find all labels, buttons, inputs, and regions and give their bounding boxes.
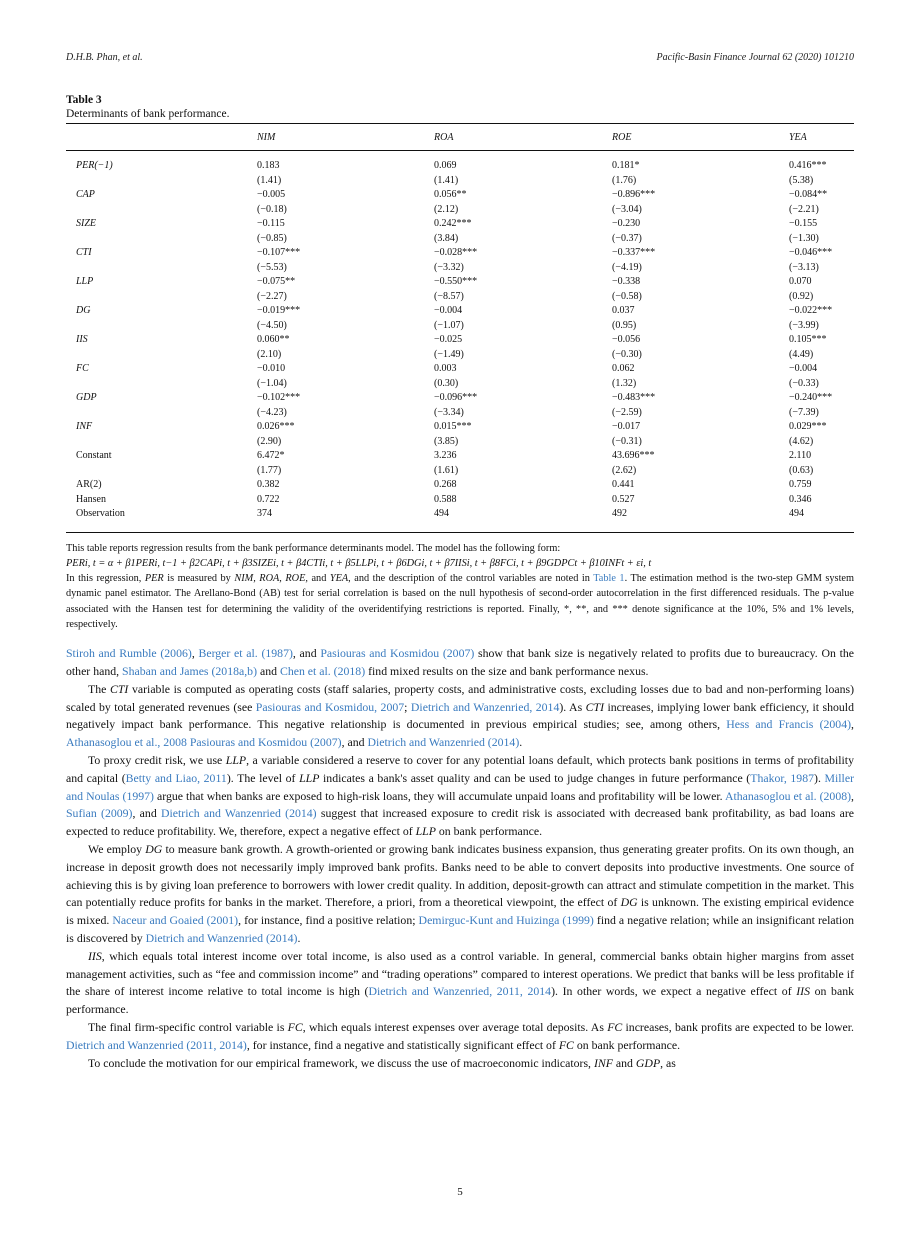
table-title: Determinants of bank performance. [66,108,230,120]
column-header: ROE [612,131,632,143]
table-row [66,217,854,232]
text-fragment: . [297,931,301,946]
row-label: LLP [76,276,94,287]
table-cell: (1.61) [434,464,459,476]
text-fragment: and [257,664,280,679]
table-cell: (4.49) [789,348,814,360]
row-label: CAP [76,189,95,200]
row-label: DG [76,305,91,316]
text-fragment: to measure bank growth. A growth-oriented or growing bank indicates business expansion, thus generating greater profits. On its own though, an increase in deposit growth does not necessarily imply improved bank profits. Banks need to be able to convert deposits into productive investments. One source of achieving this is by giving loan preference to borrowers with lower credit quality. In addition, deposit-growth can attract and stimulate competition in the market. This can potentially reduce profits for banks in the market. Therefore, a priori, from a theoretical viewpoint, the effect of [66,842,854,910]
table-row [66,159,854,174]
table-cell: −0.240*** [789,392,833,403]
table-cell: (−8.57) [434,290,464,302]
paragraph [66,681,854,752]
table-cell: (1.32) [612,377,637,389]
table-cell: −0.337*** [612,247,656,258]
table-cell: 0.062 [612,363,635,374]
citation-link[interactable]: Shaban and James (2018a,b) [122,664,258,679]
page-number: 5 [457,1186,463,1198]
table-cell: 0.105*** [789,334,827,345]
citation-link[interactable]: Chen et al. (2018) [279,664,366,679]
citation-link[interactable]: Berger et al. (1987) [198,646,293,661]
text-fragment: IIS [796,984,811,999]
table-cell: (2.90) [257,435,282,447]
table-row [66,188,854,203]
text-fragment: FC [287,1020,303,1035]
running-head-journal: Pacific-Basin Finance Journal 62 (2020) 101210 [656,52,854,63]
table-cell: (−5.53) [257,261,287,273]
text-fragment: ). [814,770,825,785]
table-cell: 0.527 [612,493,635,505]
text-fragment: FC [558,1037,574,1052]
citation-link[interactable]: Betty and Liao, 2011 [125,770,227,785]
row-label: Observation [76,508,125,519]
text-fragment: CTI [585,699,604,714]
text-fragment: indicates a bank's asset quality and can be used to judge changes in future performance ( [319,770,751,785]
table-row [66,246,854,261]
text-fragment: , and [341,735,368,750]
text-fragment: CTI [109,681,129,696]
table-cell: (−2.27) [257,290,287,302]
table-cell: (−1.49) [434,348,464,360]
table-cell: −0.230 [612,218,641,229]
row-label: FC [76,363,89,374]
text-fragment: variable is computed as operating costs (staff salaries, property costs, and administrative costs, excluding losses due to bad and non-performing loans) scaled by total generated revenues (see [66,681,854,714]
table-cell: 494 [434,508,449,519]
column-header: NIM [257,131,276,143]
table-cell: (0.30) [434,377,459,389]
row-label [66,464,257,479]
text-fragment: DG [620,895,638,910]
table-row [66,362,854,377]
text-fragment: . [519,735,523,750]
table-cell: (4.62) [789,435,814,447]
table-cell: −0.107*** [257,247,301,258]
table-row [66,449,854,464]
paragraph [66,1055,854,1073]
table-note [66,541,854,633]
row-label: CTI [76,247,92,258]
table-cell: (−3.13) [789,261,819,273]
table-cell: (−0.37) [612,232,642,244]
citation-link[interactable]: Dietrich and Wanzenried, 2011, 2014 [368,984,552,999]
text-fragment: ; [404,699,411,714]
table-cell: 0.069 [434,160,457,171]
column-header: ROA [434,131,454,143]
table-cell: 6.472* [257,450,285,461]
text-fragment: argue that when banks are exposed to high-risk loans, they will accumulate unpaid loans and profitability will be lower. [153,788,725,803]
paragraph [66,645,854,681]
table-cell: 0.242*** [434,218,472,229]
table-1-link[interactable]: Table 1 [593,573,625,585]
table-cell: 494 [789,508,804,519]
table-cell: −0.483*** [612,392,656,403]
table-cell: (−4.19) [612,261,642,273]
table-row [66,391,854,406]
table-row-tstat [66,319,854,334]
table-cell: −0.056 [612,334,641,345]
table-row-tstat [66,261,854,276]
text-fragment: on bank performance. [66,984,854,1017]
table-cell: −0.010 [257,363,286,374]
running-head-authors: D.H.B. Phan, et al. [66,52,143,63]
table-cell: (2.62) [612,464,637,476]
table-cell [789,151,854,160]
text-fragment: LLP [299,770,320,785]
table-row-stat [66,478,854,493]
table-cell: 492 [612,508,627,519]
table-cell: −0.084** [789,189,828,200]
text-fragment: IIS [88,948,102,963]
row-label [66,406,257,421]
note-fragment: and [307,573,330,585]
text-fragment: find mixed results on the size and bank performance nexus. [365,664,649,679]
table-cell: (−3.34) [434,406,464,418]
text-fragment: find a negative relation; while an insignificant relation is discovered by [66,913,854,946]
table-cell: 0.060** [257,334,290,345]
citation-link[interactable]: Dietrich and Wanzenried (2014) [367,735,520,750]
text-fragment: , which equals total interest income over total income, is also used as a control variable. In general, commercial banks obtain higher margins from asset management activities, such as “fee and commission income” and “trading operations” compared to interest operations. We predict that banks will be less profitable if the share of interest income relative to total income is high ( [66,948,854,999]
table-cell: (−3.99) [789,319,819,331]
row-label [66,377,257,392]
table-cell: −0.075** [257,276,296,287]
running-head [66,52,854,78]
table-cell: (−0.18) [257,203,287,215]
text-fragment: , [851,788,854,803]
table-cell: (3.85) [434,435,459,447]
text-fragment: , for instance, find a positive relation; [238,913,419,928]
text-fragment: , [851,717,854,732]
paragraph [66,752,854,841]
table-cell: −0.019*** [257,305,301,316]
text-fragment: GDP [635,1055,661,1070]
table-cell: (−3.04) [612,203,642,215]
citation-link[interactable]: Hess and Francis (2004) [726,717,852,732]
table-cell: 0.183 [257,160,280,171]
table-cell: 2.110 [789,450,812,461]
table-cell: (−7.39) [789,406,819,418]
table-row-tstat [66,232,854,247]
table-cell: (−1.07) [434,319,464,331]
row-label [66,151,257,160]
table-cell: −0.896*** [612,189,656,200]
note-fragment: PER [144,573,164,585]
row-label [66,435,257,450]
note-fragment: NIM, ROA, ROE, [234,573,308,585]
citation-link[interactable]: Stiroh and Rumble (2006) [66,646,192,661]
row-label: SIZE [76,218,96,229]
table-cell: (−0.58) [612,290,642,302]
table-cell: 0.181* [612,160,640,171]
text-fragment: To conclude the motivation for our empirical framework, we discuss the use of macroeconomic indicators, [88,1055,594,1070]
note-fragment: is measured by [163,573,235,585]
table-row-tstat [66,406,854,421]
text-fragment: , for instance, find a negative and statistically significant effect of [246,1037,559,1052]
text-fragment: LLP [225,753,247,768]
table-cell: 0.015*** [434,421,472,432]
citation-link[interactable]: Dietrich and Wanzenried (2011, 2014) [66,1037,247,1052]
table-cell: 0.722 [257,493,280,505]
table-cell: (−2.21) [789,203,819,215]
table-cell: −0.096*** [434,392,478,403]
citation-link[interactable]: Dietrich and Wanzenried (2014) [160,806,317,821]
table-cell: (2.12) [434,203,459,215]
text-fragment: on bank performance. [435,824,543,839]
note-fragment: . The estimation method is the two-step GMM system dynamic panel estimator. The Arellano-Bond (AB) test for serial correlation is based on the null hypothesis of second-order autocorrelation in the first differenced residuals. The p-value associated with the Hansen test for determining the validity of the overidentifying restrictions is reported. Finally, *, **, and *** denote significance at the 10%, 5% and 1% levels, respectively. [66,573,855,630]
table-header-row [66,124,854,151]
row-label: Hansen [76,493,106,505]
text-fragment: on bank performance. [573,1037,681,1052]
row-label: IIS [76,334,88,345]
table-cell: 0.003 [434,363,457,374]
table-cell: 0.588 [434,493,457,505]
table-cell: 0.029*** [789,421,827,432]
table-cell: −0.017 [612,421,641,432]
table-note-text [66,571,854,632]
model-formula: PERi, t = α + β1PERi, t−1 + β2CAPi, t + β3SIZEi, t + β4CTIi, t + β5LLPi, t + β6DGi, t + β7IISi, t + β8FCi, t + β9GDPCt + β10INFt + εi, t [66,557,652,569]
text-fragment: To proxy credit risk, we use [88,753,226,768]
table-body [66,151,854,533]
table-cell: (0.92) [789,290,814,302]
paragraph [66,1019,854,1055]
row-label [66,203,257,218]
table-cell: 0.346 [789,493,812,505]
table-cell: 0.416*** [789,160,827,171]
table-cell: (1.41) [434,174,459,186]
table-cell: −0.028*** [434,247,478,258]
table-cell: (2.10) [257,348,282,360]
table-cell: (−1.30) [789,232,819,244]
text-fragment: , a variable considered a reserve to cover for any potential loans default, which protects bank positions in terms of profitability and capital ( [66,753,854,785]
text-fragment: , and [132,806,161,821]
table-cell: 0.037 [612,305,635,316]
text-fragment: increases, bank profits are expected to be lower. [622,1020,854,1035]
column-header [66,124,257,151]
text-fragment: We employ [88,842,146,857]
table-cell: (3.84) [434,232,459,244]
table-cell: 3.236 [434,450,457,461]
table-row-tstat [66,348,854,363]
paragraph [66,948,854,1019]
text-fragment: ). In other words, we expect a negative effect of [551,984,797,999]
table-row [66,333,854,348]
table-cell: −0.046*** [789,247,833,258]
table-cell: −0.025 [434,334,463,345]
text-fragment: is unknown. The existing empirical evidence is mixed. [66,895,854,928]
citation-link[interactable]: Sufian (2009) [66,806,133,821]
table-note-intro: This table reports regression results from the bank performance determinants model. The model has the following form: [66,542,561,554]
citation-link[interactable]: Dietrich and Wanzenried, 2014 [410,699,560,714]
paragraph [66,841,854,948]
table-cell: 374 [257,508,272,519]
citation-link[interactable]: Dietrich and Wanzenried (2014) [145,931,298,946]
row-label [66,348,257,363]
table-row [66,420,854,435]
row-label [66,232,257,247]
citation-link[interactable]: Naceur and Goaied (2001) [112,913,239,928]
row-label: AR(2) [76,479,102,490]
table-cell: 0.026*** [257,421,295,432]
table-row [66,304,854,319]
table-cell: 43.696*** [612,450,655,461]
table-cell: −0.004 [789,363,818,374]
table-cell: (−4.23) [257,406,287,418]
table-cell: −0.005 [257,189,286,200]
note-fragment: YEA [329,573,349,585]
regression-table [66,123,854,533]
table-cell: 0.070 [789,276,812,287]
text-fragment: suggest that increased exposure to credit risk is associated with decreased bank profitability, as bad loans are expected to reduce profitability. We, therefore, expect a negative effect of [66,806,854,839]
table-cell: −0.338 [612,276,641,287]
citation-link[interactable]: Pasiouras and Kosmidou, 2007 [255,699,405,714]
row-label [66,290,257,305]
table-cell: 0.759 [789,479,812,490]
table-row-stat [66,493,854,508]
citation-link[interactable]: Miller and Noulas (1997) [66,770,855,803]
table-cell: (−3.32) [434,261,464,273]
table-cell [434,151,612,160]
table-cell: −0.022*** [789,305,833,316]
table-cell [612,151,789,160]
note-fragment: In this regression, [66,573,145,585]
table-cell [257,151,434,160]
table-cell: 0.056** [434,189,467,200]
table-cell: −0.550*** [434,276,478,287]
body-text [66,645,854,1072]
table-row-tstat [66,464,854,479]
text-fragment: INF [593,1055,613,1070]
table-cell: −0.102*** [257,392,301,403]
column-header: YEA [789,131,807,143]
table-cell: (1.76) [612,174,637,186]
table-cell: −0.004 [434,305,463,316]
text-fragment: The [88,681,110,696]
table-cell: (5.38) [789,174,814,186]
spacer-row [66,151,854,160]
row-label: GDP [76,392,97,403]
table-cell: (0.63) [789,464,814,476]
table-row-tstat [66,435,854,450]
citation-link[interactable]: Pasiouras and Kosmidou (2007) [320,646,475,661]
text-fragment: , which equals interest expenses over average total deposits. As [302,1020,608,1035]
text-fragment: FC [607,1020,623,1035]
table-cell: (−0.30) [612,348,642,360]
table-cell: (−0.33) [789,377,819,389]
table-cell: 0.268 [434,479,457,490]
table-cell: (−4.50) [257,319,287,331]
table-cell: −0.155 [789,218,818,229]
table-cell: (−2.59) [612,406,642,418]
table-cell: (1.77) [257,464,282,476]
table-cell: 0.382 [257,479,280,490]
text-fragment: show that bank size is negatively related to profits due to bureaucracy. On the other hand, [66,646,854,679]
table-row-tstat [66,377,854,392]
text-fragment: The final firm-specific control variable is [88,1020,288,1035]
table-row-tstat [66,203,854,218]
citation-link[interactable]: Athanasoglou et al., 2008 Pasiouras and Kosmidou (2007) [66,735,342,750]
text-fragment: , as [660,1055,676,1070]
table-cell: (0.95) [612,319,637,331]
table-cell: 0.441 [612,479,635,490]
table-row-tstat [66,174,854,189]
table-cell: (1.41) [257,174,282,186]
table-cell: (−0.85) [257,232,287,244]
note-fragment: , and the description of the control variables are noted in [348,573,594,585]
text-fragment: , and [292,646,321,661]
row-label [66,261,257,276]
table-row-stat [66,507,854,532]
table-number: Table 3 [66,94,102,106]
table-row [66,275,854,290]
table-cell: −0.115 [257,218,285,229]
text-fragment: LLP [415,824,436,839]
table-cell: (−0.31) [612,435,642,447]
text-fragment: , [191,646,199,661]
text-fragment: increases, implying lower bank efficiency, it should negatively impact bank performance. This negative relationship is documented in previous empirical studies; see, among others, [66,699,854,732]
text-fragment: and [612,1055,636,1070]
table-row-tstat [66,290,854,305]
citation-link[interactable]: Thakor, 1987 [750,770,815,785]
citation-link[interactable]: Athanasoglou et al. (2008) [724,788,852,803]
table-cell: (−1.04) [257,377,287,389]
row-label: Constant [76,450,112,461]
row-label: INF [76,421,93,432]
page [66,52,854,1072]
text-fragment: DG [145,842,163,857]
text-fragment: ). The level of [226,770,300,785]
text-fragment: ). As [559,699,586,714]
citation-link[interactable]: Demirguc-Kunt and Huizinga (1999) [418,913,594,928]
row-label: PER(−1) [76,160,113,171]
row-label [66,319,257,334]
row-label [66,174,257,189]
